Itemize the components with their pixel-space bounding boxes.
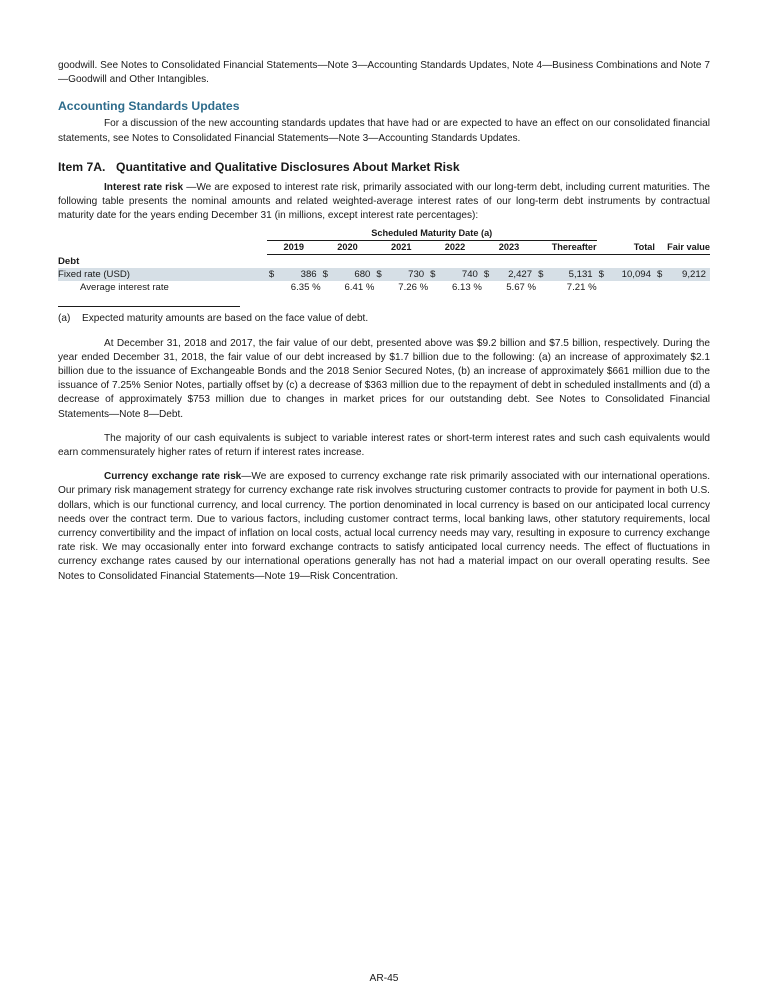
table-cell: 10,094 xyxy=(608,268,655,281)
scheduled-maturity-header: Scheduled Maturity Date (a) xyxy=(267,227,597,241)
currency-symbol: $ xyxy=(374,268,386,281)
fair-value-paragraph: At December 31, 2018 and 2017, the fair value of our debt, presented above was $9.2 billion and $7.5 billion, respectively. During the year ended December 31, 2018, the fair value of our debt increased by $1.7 billion due to the following: (a) an increase of approximately $2.1 billion due to the issuance of Exchangeable Bonds and the 2018 Senior Secured Notes, (b) an increase of approximately $661 million due to the issuance of 7.25% Senior Notes, partially offset by (c) a decrease of $363 million due to the repayment of debt in scheduled installments and (d) a decrease of approximately $753 million due to changes in market prices for our outstanding debt. See Notes to Consolidated Financial Statements—Note 8—Debt. xyxy=(58,337,710,420)
table-cell: 730 xyxy=(386,268,428,281)
debt-section-label: Debt xyxy=(58,256,80,268)
currency-symbol: $ xyxy=(321,268,333,281)
item-7a-number: Item 7A. xyxy=(58,159,106,174)
column-header: Total xyxy=(597,241,655,255)
column-header: 2019 xyxy=(267,241,321,255)
currency-symbol: $ xyxy=(655,268,667,281)
table-row xyxy=(58,268,710,281)
table-cell: 5.67 % xyxy=(506,282,537,294)
table-section-row xyxy=(58,255,710,268)
table-cell: 6.35 % xyxy=(290,282,321,294)
currency-symbol: $ xyxy=(428,268,440,281)
item-7a-heading xyxy=(58,160,710,175)
currency-risk-lead: Currency exchange rate risk xyxy=(104,471,242,483)
debt-maturity-table xyxy=(58,227,710,294)
column-header: 2020 xyxy=(321,241,375,255)
cash-equivalents-paragraph: The majority of our cash equivalents is subject to variable interest rates or short-term interest rates and such cash equivalents would earn commensurately higher rates of return if interest rates increase. xyxy=(58,432,710,459)
table-cell: 2,427 xyxy=(493,268,536,281)
table-group-header-row xyxy=(58,227,710,241)
table-cell: 9,212 xyxy=(667,268,710,281)
table-cell: 6.41 % xyxy=(344,282,375,294)
currency-symbol: $ xyxy=(267,268,279,281)
table-cell: 6.13 % xyxy=(452,282,482,294)
column-header: 2023 xyxy=(482,241,536,255)
interest-rate-body: —We are exposed to interest rate risk, primarily associated with our long-term debt, including current maturities. The following table presents the nominal amounts and related weighted-average interest rates of our long-term debt instruments by contractual maturity date for the years ending December 31 (in millions, except interest rate percentages): xyxy=(58,181,710,222)
currency-risk-paragraph xyxy=(58,470,710,584)
currency-symbol: $ xyxy=(597,268,609,281)
page-number: AR-45 xyxy=(369,973,399,984)
interest-rate-paragraph xyxy=(58,181,710,224)
row-label: Fixed rate (USD) xyxy=(58,268,267,281)
footnote-text: Expected maturity amounts are based on the face value of debt. xyxy=(82,313,369,325)
table-cell: 680 xyxy=(332,268,374,281)
column-header: 2021 xyxy=(374,241,428,255)
footnote-marker: (a) xyxy=(58,313,71,325)
column-header: Fair value xyxy=(655,241,710,255)
table-cell: 386 xyxy=(279,268,321,281)
intro-paragraph: goodwill. See Notes to Consolidated Financial Statements—Note 3—Accounting Standards Updates, Note 4—Business Combinations and Note 7—Goodwill and Other Intangibles. xyxy=(58,60,710,86)
row-label: Average interest rate xyxy=(80,282,169,294)
table-column-header-row xyxy=(58,241,710,256)
accounting-updates-body: For a discussion of the new accounting standards updates that have had or are expected to have an effect on our consolidated financial statements, see Notes to Consolidated Financial Statements—Note 3—Accounting Standards Updates. xyxy=(58,118,710,144)
footnote xyxy=(58,312,710,326)
document-page xyxy=(58,59,710,584)
item-7a-title: Quantitative and Qualitative Disclosures About Market Risk xyxy=(116,159,460,174)
table-cell: 740 xyxy=(440,268,482,281)
currency-symbol: $ xyxy=(482,268,494,281)
column-header: 2022 xyxy=(428,241,482,255)
table-row xyxy=(58,281,710,294)
footnote-divider xyxy=(58,306,240,307)
column-header: Thereafter xyxy=(536,241,597,255)
accounting-updates-heading: Accounting Standards Updates xyxy=(58,99,240,114)
table-cell: 5,131 xyxy=(548,268,597,281)
table-cell: 7.26 % xyxy=(398,282,429,294)
currency-risk-body: —We are exposed to currency exchange rate risk primarily associated with our international operations. Our primary risk management strategy for currency exchange rate risk involves structuring customer contracts to provide for payment in both U.S. dollars, which is our functional currency, and local currency. The portion denominated in local currency is based on our anticipated local currency needs over the contract term. Due to various factors, including customer contract terms, local banking laws, other statutory requirements, local currency convertibility and the impact of inflation on local costs, actual local currency needs may vary, resulting in exposure to currency exchange rate risk. We may occasionally enter into forward exchange contracts to satisfy anticipated local currency needs. The effect of fluctuations in currency exchange rates caused by our international operations generally has not had a material impact on our overall operating results. See Notes to Consolidated Financial Statements—Note 19—Risk Concentration. xyxy=(58,471,710,582)
interest-rate-lead: Interest rate risk xyxy=(104,181,184,193)
currency-symbol: $ xyxy=(536,268,548,281)
table-cell: 7.21 % xyxy=(566,282,597,294)
